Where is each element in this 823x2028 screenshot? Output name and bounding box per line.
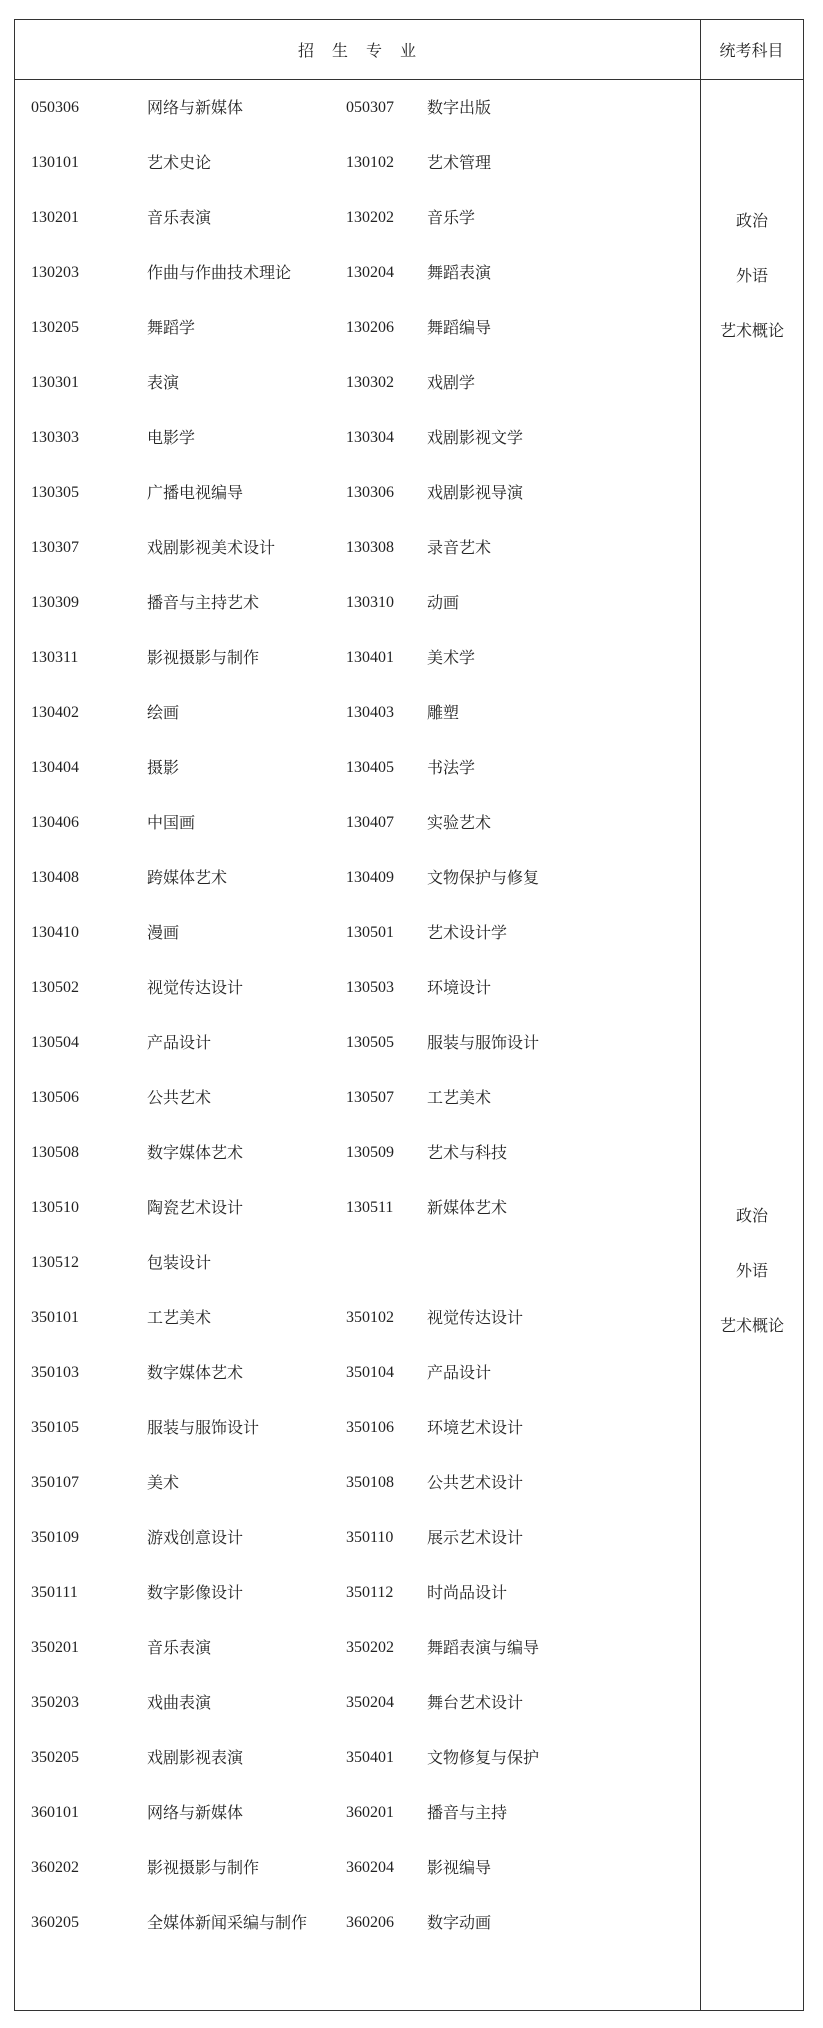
major-code: 130101: [31, 154, 79, 171]
majors-table: [14, 19, 804, 2011]
major-code: 130403: [346, 704, 394, 721]
major-name: 公共艺术设计: [427, 1473, 524, 1492]
major-name: 艺术设计学: [427, 923, 508, 942]
major-code: 130206: [346, 319, 394, 336]
table-row: [15, 575, 700, 630]
subject-item: 艺术概论: [719, 321, 784, 340]
major-code: 130501: [346, 924, 394, 941]
table-row: [15, 1785, 700, 1840]
major-name: 摄影: [147, 758, 180, 777]
major-name: 艺术管理: [427, 153, 492, 172]
major-code: 130408: [31, 869, 79, 886]
major-name: 绘画: [147, 703, 180, 722]
table-row: [15, 1730, 700, 1785]
table-row: [15, 410, 700, 465]
major-code: 130302: [346, 374, 394, 391]
table-row: [15, 740, 700, 795]
table-row: [15, 355, 700, 410]
major-code: 130410: [31, 924, 79, 941]
major-code: 350202: [346, 1639, 394, 1656]
subject-group-1: [701, 193, 803, 358]
table-row: [15, 905, 700, 960]
major-name: 戏曲表演: [147, 1693, 212, 1712]
table-row: [15, 960, 700, 1015]
major-name: 陶瓷艺术设计: [147, 1198, 244, 1217]
major-code: 350203: [31, 1694, 79, 1711]
major-code: 360201: [346, 1804, 394, 1821]
major-code: 350108: [346, 1474, 394, 1491]
major-name: 戏剧影视文学: [427, 428, 524, 447]
table-row: [15, 465, 700, 520]
major-name: 游戏创意设计: [147, 1528, 244, 1547]
major-code: 350112: [346, 1584, 394, 1601]
major-code: 050306: [31, 99, 79, 116]
major-name: 漫画: [147, 923, 180, 942]
major-name: 公共艺术: [147, 1088, 212, 1107]
table-row: [15, 795, 700, 850]
major-name: 录音艺术: [427, 538, 492, 557]
header-majors-label: 招 生 专 业: [297, 41, 417, 60]
major-name: 全媒体新闻采编与制作: [147, 1913, 308, 1932]
major-name: 动画: [427, 593, 460, 612]
major-name: 舞蹈表演与编导: [427, 1638, 540, 1657]
major-code: 360101: [31, 1804, 79, 1821]
major-code: 350105: [31, 1419, 79, 1436]
table-row: [15, 1180, 700, 1235]
major-name: 艺术史论: [147, 153, 212, 172]
major-code: 130204: [346, 264, 394, 281]
major-name: 舞蹈表演: [427, 263, 492, 282]
major-name: 环境艺术设计: [427, 1418, 524, 1437]
major-name: 网络与新媒体: [147, 98, 244, 117]
major-code: 130505: [346, 1034, 394, 1051]
major-name: 播音与主持艺术: [147, 593, 260, 612]
major-code: 130511: [346, 1199, 394, 1216]
major-name: 雕塑: [427, 703, 460, 722]
major-code: 130309: [31, 594, 79, 611]
major-code: 350104: [346, 1364, 394, 1381]
major-name: 美术: [147, 1473, 180, 1492]
table-row: [15, 1510, 700, 1565]
table-row: [15, 1125, 700, 1180]
major-code: 350107: [31, 1474, 79, 1491]
major-name: 艺术与科技: [427, 1143, 508, 1162]
major-code: 130402: [31, 704, 79, 721]
major-name: 网络与新媒体: [147, 1803, 244, 1822]
major-code: 360205: [31, 1914, 79, 1931]
table-row: [15, 190, 700, 245]
major-code: 350109: [31, 1529, 79, 1546]
major-code: 130502: [31, 979, 79, 996]
table-row: [15, 850, 700, 905]
major-name: 工艺美术: [147, 1308, 212, 1327]
subject-item: 外语: [735, 1261, 768, 1280]
major-code: 130406: [31, 814, 79, 831]
major-code: 130512: [31, 1254, 79, 1271]
major-name: 戏剧学: [427, 373, 476, 392]
major-code: 350106: [346, 1419, 394, 1436]
major-code: 130202: [346, 209, 394, 226]
major-name: 新媒体艺术: [427, 1198, 508, 1217]
major-code: 050307: [346, 99, 394, 116]
table-row: [15, 1400, 700, 1455]
major-name: 影视编导: [427, 1858, 492, 1877]
major-name: 播音与主持: [427, 1803, 508, 1822]
major-code: 360206: [346, 1914, 394, 1931]
major-code: 350110: [346, 1529, 394, 1546]
major-code: 350102: [346, 1309, 394, 1326]
major-name: 戏剧影视导演: [427, 483, 524, 502]
table-body: [15, 80, 700, 1950]
major-name: 电影学: [147, 428, 196, 447]
table-row: [15, 135, 700, 190]
major-code: 350204: [346, 1694, 394, 1711]
subject-item: 政治: [735, 1206, 768, 1225]
table-row: [15, 300, 700, 355]
table-row: [15, 1840, 700, 1895]
major-code: 130310: [346, 594, 394, 611]
major-code: 350201: [31, 1639, 79, 1656]
major-name: 服装与服饰设计: [147, 1418, 260, 1437]
major-name: 影视摄影与制作: [147, 648, 260, 667]
major-code: 130506: [31, 1089, 79, 1106]
major-code: 130504: [31, 1034, 79, 1051]
major-name: 时尚品设计: [427, 1583, 508, 1602]
major-name: 视觉传达设计: [147, 978, 244, 997]
table-header: [15, 20, 803, 80]
major-name: 中国画: [147, 813, 196, 832]
major-name: 视觉传达设计: [427, 1308, 524, 1327]
major-name: 舞蹈编导: [427, 318, 492, 337]
major-code: 130203: [31, 264, 79, 281]
table-row: [15, 245, 700, 300]
major-code: 350205: [31, 1749, 79, 1766]
major-name: 音乐学: [427, 208, 476, 227]
major-name: 戏剧影视表演: [147, 1748, 244, 1767]
major-code: 130407: [346, 814, 394, 831]
major-code: 360204: [346, 1859, 394, 1876]
major-name: 产品设计: [147, 1033, 212, 1052]
header-subjects-label: 统考科目: [719, 41, 784, 60]
table-row: [15, 1345, 700, 1400]
major-name: 数字媒体艺术: [147, 1143, 244, 1162]
major-name: 影视摄影与制作: [147, 1858, 260, 1877]
major-name: 音乐表演: [147, 1638, 212, 1657]
major-name: 包装设计: [147, 1253, 212, 1272]
major-name: 服装与服饰设计: [427, 1033, 540, 1052]
major-code: 360202: [31, 1859, 79, 1876]
table-row: [15, 1290, 700, 1345]
major-code: 130305: [31, 484, 79, 501]
major-name: 书法学: [427, 758, 476, 777]
table-row: [15, 1620, 700, 1675]
major-code: 130404: [31, 759, 79, 776]
major-name: 文物修复与保护: [427, 1748, 540, 1767]
major-code: 130503: [346, 979, 394, 996]
major-name: 数字动画: [427, 1913, 492, 1932]
major-code: 130303: [31, 429, 79, 446]
major-name: 跨媒体艺术: [147, 868, 228, 887]
table-row: [15, 520, 700, 575]
major-name: 美术学: [427, 648, 476, 667]
table-row: [15, 1675, 700, 1730]
subject-item: 外语: [735, 266, 768, 285]
major-name: 广播电视编导: [147, 483, 244, 502]
major-name: 数字媒体艺术: [147, 1363, 244, 1382]
major-code: 130306: [346, 484, 394, 501]
major-name: 实验艺术: [427, 813, 492, 832]
major-code: 130102: [346, 154, 394, 171]
major-code: 130308: [346, 539, 394, 556]
major-name: 工艺美术: [427, 1088, 492, 1107]
major-name: 环境设计: [427, 978, 492, 997]
major-name: 展示艺术设计: [427, 1528, 524, 1547]
table-row: [15, 1070, 700, 1125]
major-name: 数字出版: [427, 98, 492, 117]
table-row: [15, 1235, 700, 1290]
major-name: 舞蹈学: [147, 318, 196, 337]
major-code: 130401: [346, 649, 394, 666]
major-code: 130201: [31, 209, 79, 226]
table-row: [15, 80, 700, 135]
table-row: [15, 1455, 700, 1510]
major-name: 戏剧影视美术设计: [147, 538, 276, 557]
major-code: 350111: [31, 1584, 78, 1601]
major-code: 350401: [346, 1749, 394, 1766]
major-code: 130205: [31, 319, 79, 336]
subject-item: 政治: [735, 211, 768, 230]
table-row: [15, 1565, 700, 1620]
major-name: 音乐表演: [147, 208, 212, 227]
major-code: 350101: [31, 1309, 79, 1326]
major-code: 130304: [346, 429, 394, 446]
major-name: 产品设计: [427, 1363, 492, 1382]
major-name: 数字影像设计: [147, 1583, 244, 1602]
major-code: 130307: [31, 539, 79, 556]
major-code: 130510: [31, 1199, 79, 1216]
subject-group-2: [701, 1188, 803, 1353]
major-name: 作曲与作曲技术理论: [147, 263, 292, 282]
major-name: 表演: [147, 373, 180, 392]
table-row: [15, 630, 700, 685]
table-row: [15, 685, 700, 740]
major-code: 130301: [31, 374, 79, 391]
table-row: [15, 1015, 700, 1070]
major-name: 舞台艺术设计: [427, 1693, 524, 1712]
major-code: 130509: [346, 1144, 394, 1161]
major-code: 130405: [346, 759, 394, 776]
major-code: 130508: [31, 1144, 79, 1161]
major-code: 130507: [346, 1089, 394, 1106]
subject-item: 艺术概论: [719, 1316, 784, 1335]
major-code: 350103: [31, 1364, 79, 1381]
major-code: 130409: [346, 869, 394, 886]
major-code: 130311: [31, 649, 79, 666]
major-name: 文物保护与修复: [427, 868, 540, 887]
table-row: [15, 1895, 700, 1950]
